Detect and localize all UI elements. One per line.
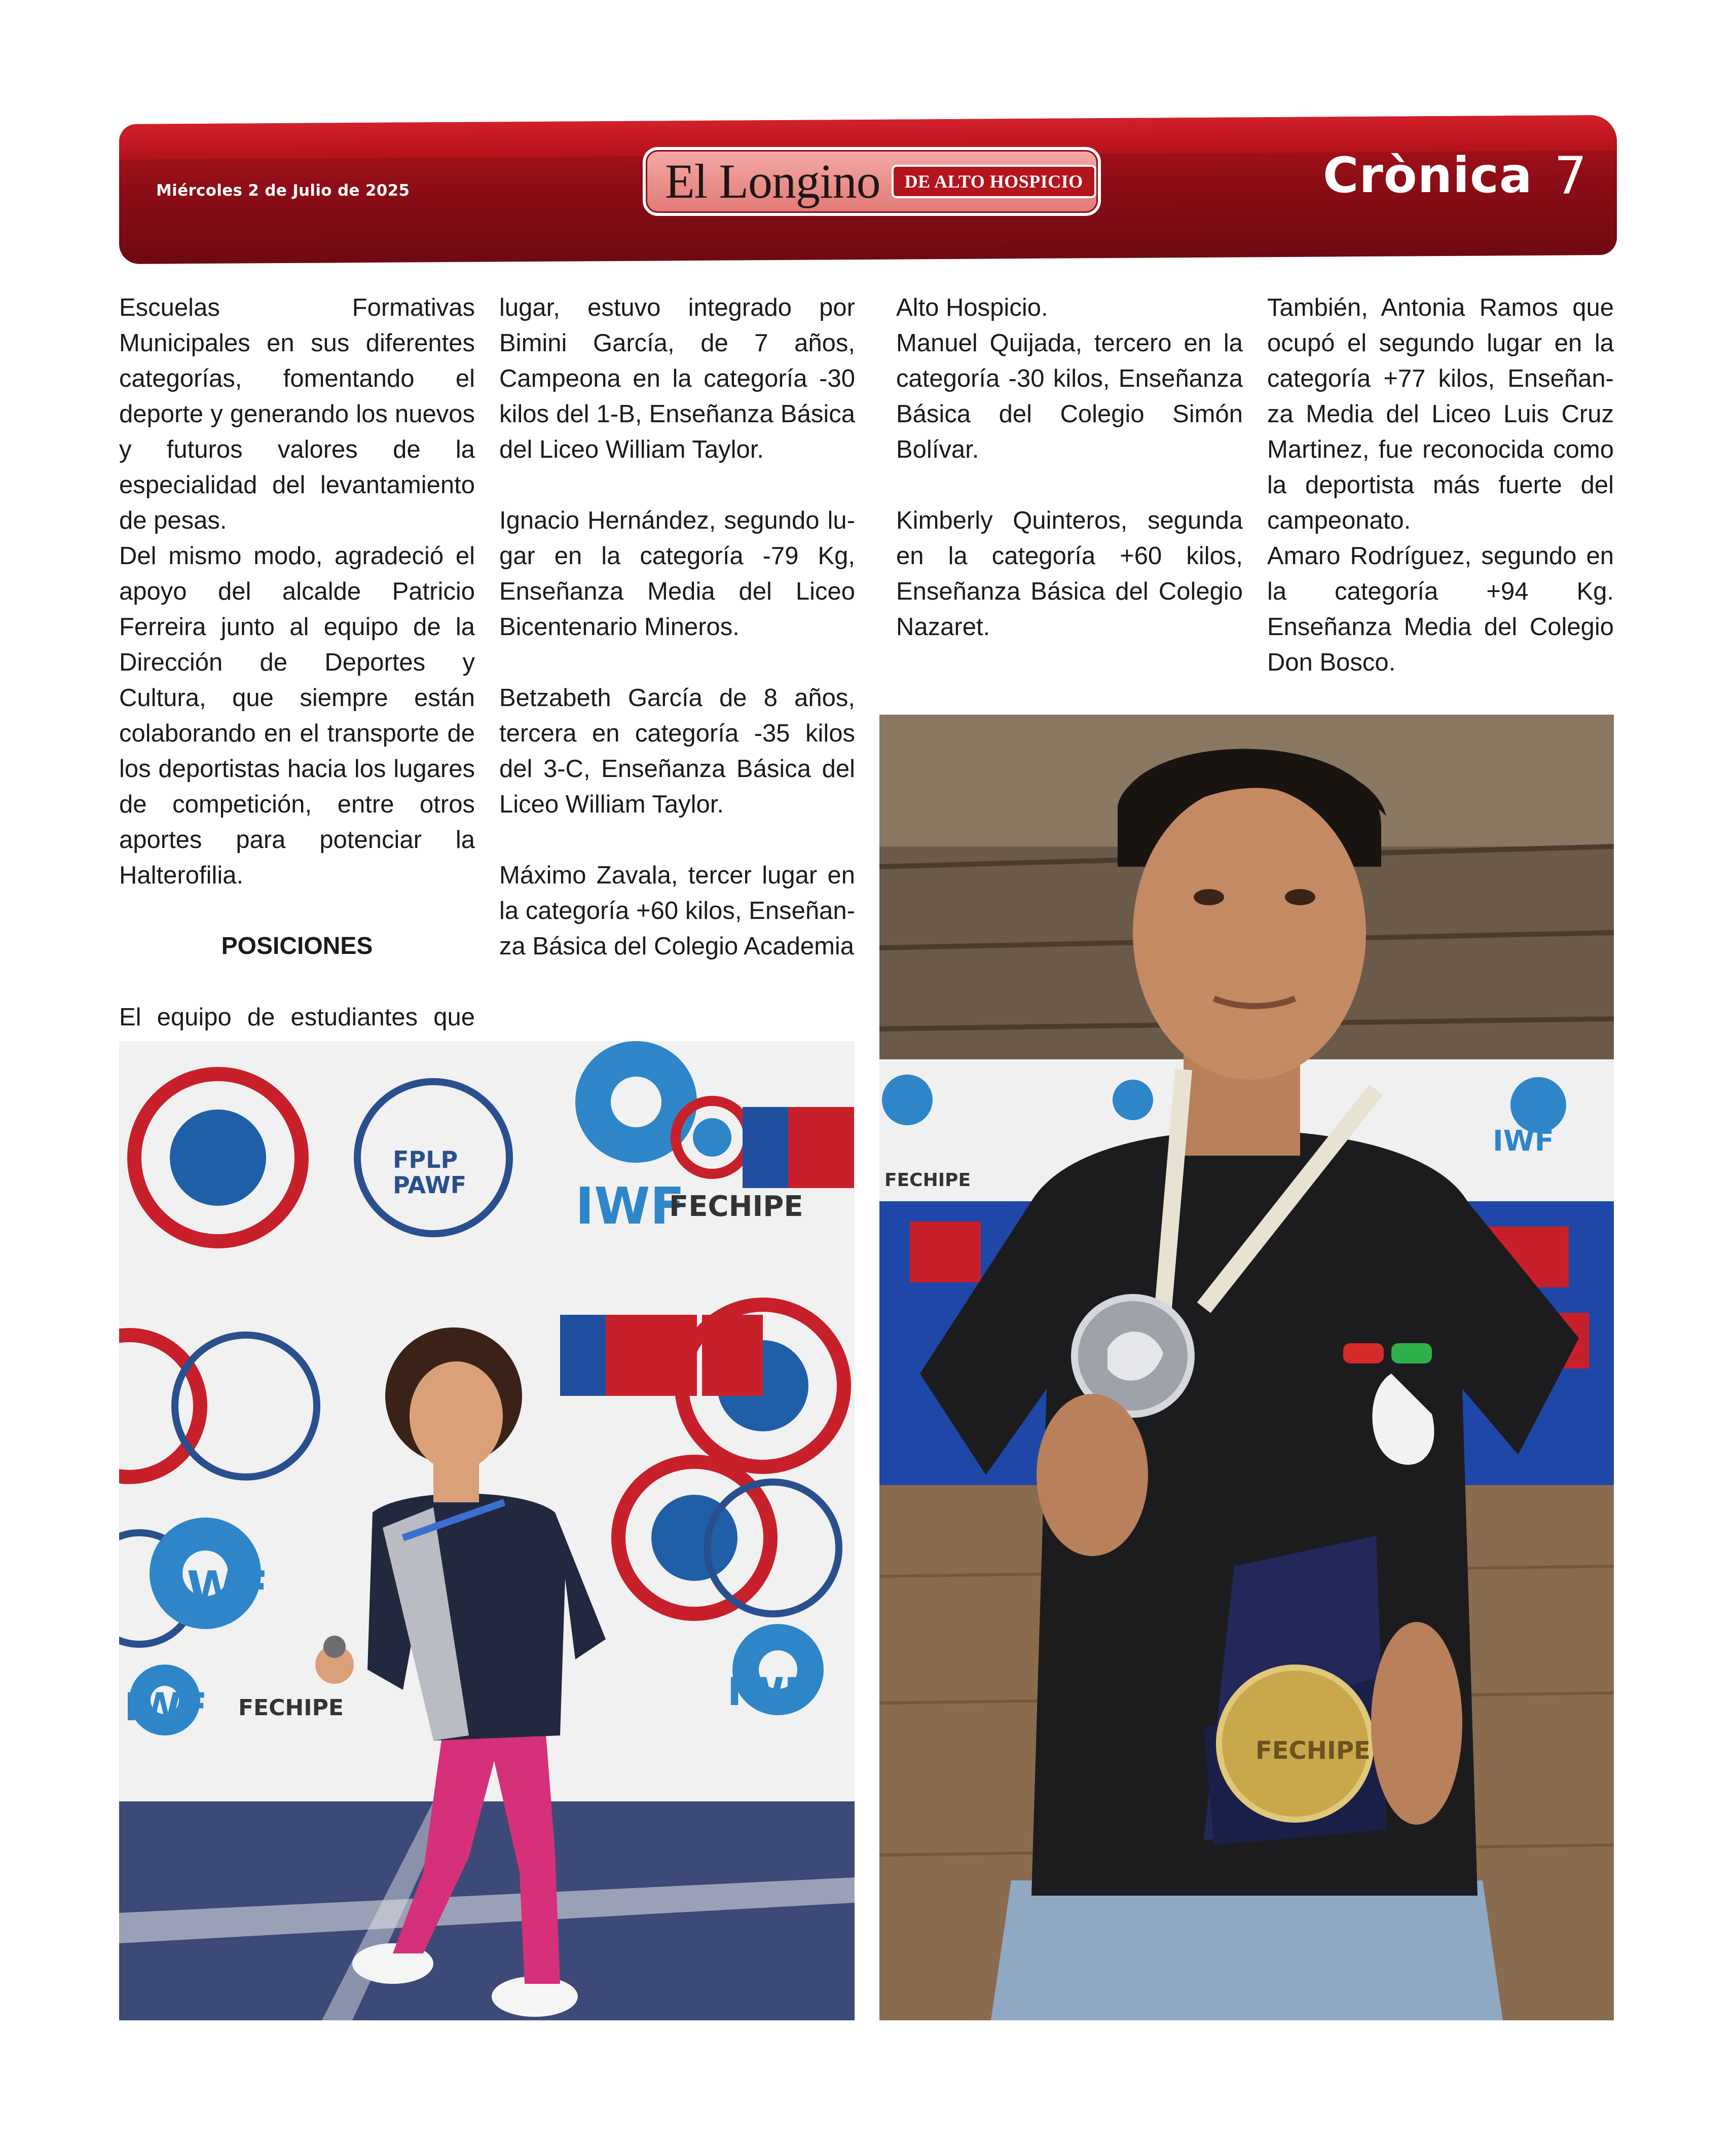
svg-text:FECHIPE: FECHIPE	[238, 1695, 344, 1721]
svg-text:IWF: IWF	[727, 1669, 811, 1714]
logo-name: El Longino	[665, 154, 880, 208]
paragraph: Amaro Rodríguez, segundo en la categoría +94 Kg. Enseñanza Media del Colegio Don Bosco.	[1267, 542, 1614, 676]
paragraph: Escuelas Formativas Municipales en sus diferentes categorías, fomentando el deporte y generando los nuevos y futuros valores de la especialidad del levantamiento de pesas.	[119, 294, 475, 534]
backdrop-pawf-label: PAWF	[393, 1171, 467, 1199]
page-number: 7	[1554, 146, 1587, 206]
column-2	[499, 290, 855, 964]
svg-text:IWF: IWF	[124, 1684, 208, 1729]
photo-girl-illustration	[119, 1041, 855, 2020]
column-1	[119, 290, 475, 1070]
newspaper-logo[interactable]	[643, 147, 1101, 216]
paragraph: Ignacio Hernández, segundo lugar en la categoría -79 Kg, Enseñanza Media del Liceo Bicentenario Mineros.	[499, 507, 855, 641]
paragraph: Betzabeth García de 8 años, tercera en categoría -35 kilos del 3-C, Enseñanza Básica del Liceo William Taylor.	[499, 684, 855, 818]
backdrop-iwf-label: IWF	[575, 1176, 685, 1236]
photo-teen-with-medals	[879, 715, 1614, 2020]
paragraph: lugar, estuvo integrado por Bimini García, de 7 años, Campeona en la categoría -30 kilos del 1-B, Enseñanza Básica del Liceo William Taylor.	[499, 294, 855, 463]
column-4	[1267, 290, 1614, 680]
paragraph: El equipo de estudiantes que	[119, 1004, 475, 1031]
subheading-posiciones: POSICIONES	[221, 933, 373, 959]
backdrop-fplp-label: FPLP	[393, 1146, 458, 1173]
issue-date: Miércoles 2 de Julio de 2025	[156, 181, 410, 200]
photo-girl-with-medal	[119, 1041, 855, 2020]
paragraph: Alto Hospicio.	[896, 294, 1048, 321]
backdrop-iwf-label: IWF	[1493, 1125, 1554, 1158]
paragraph: También, Antonia Ramos que ocupó el segundo lugar en la categoría +77 kilos, Enseñanza Media del Liceo Luis Cruz Martinez, fue reconocida como la deportista más fuerte del campeonato.	[1267, 294, 1614, 534]
paragraph: Máximo Zavala, tercer lugar en la categoría +60 kilos, Enseñanza Básica del Colegio Academia	[499, 862, 855, 960]
svg-text:IWF: IWF	[170, 1562, 269, 1615]
backdrop-fechipe-label: FECHIPE	[669, 1190, 803, 1223]
column-3	[896, 290, 1243, 645]
paragraph: Del mismo modo, agradeció el apoyo del alcalde Patricio Ferreira junto al equipo de la Dirección de Deportes y Cultura, que siempre están colaborando en el transporte de los deportistas hacia los lugares de competición, entre otros aportes para potenciar la Halterofilia.	[119, 542, 475, 889]
paragraph: Manuel Quijada, tercero en la categoría -30 kilos, Enseñanza Básica del Colegio Simón Bolívar.	[896, 329, 1243, 463]
photo-teen-illustration	[879, 715, 1614, 2020]
gold-medal-text: FECHIPE	[1255, 1736, 1371, 1765]
backdrop-fechipe-label: FECHIPE	[884, 1170, 971, 1191]
paragraph: Kimberly Quinteros, segunda en la categoría +60 kilos, Enseñanza Básica del Colegio Nazaret.	[896, 507, 1243, 641]
section-title: Crònica	[1323, 147, 1533, 204]
logo-tag: DE ALTO HOSPICIO	[892, 165, 1096, 198]
